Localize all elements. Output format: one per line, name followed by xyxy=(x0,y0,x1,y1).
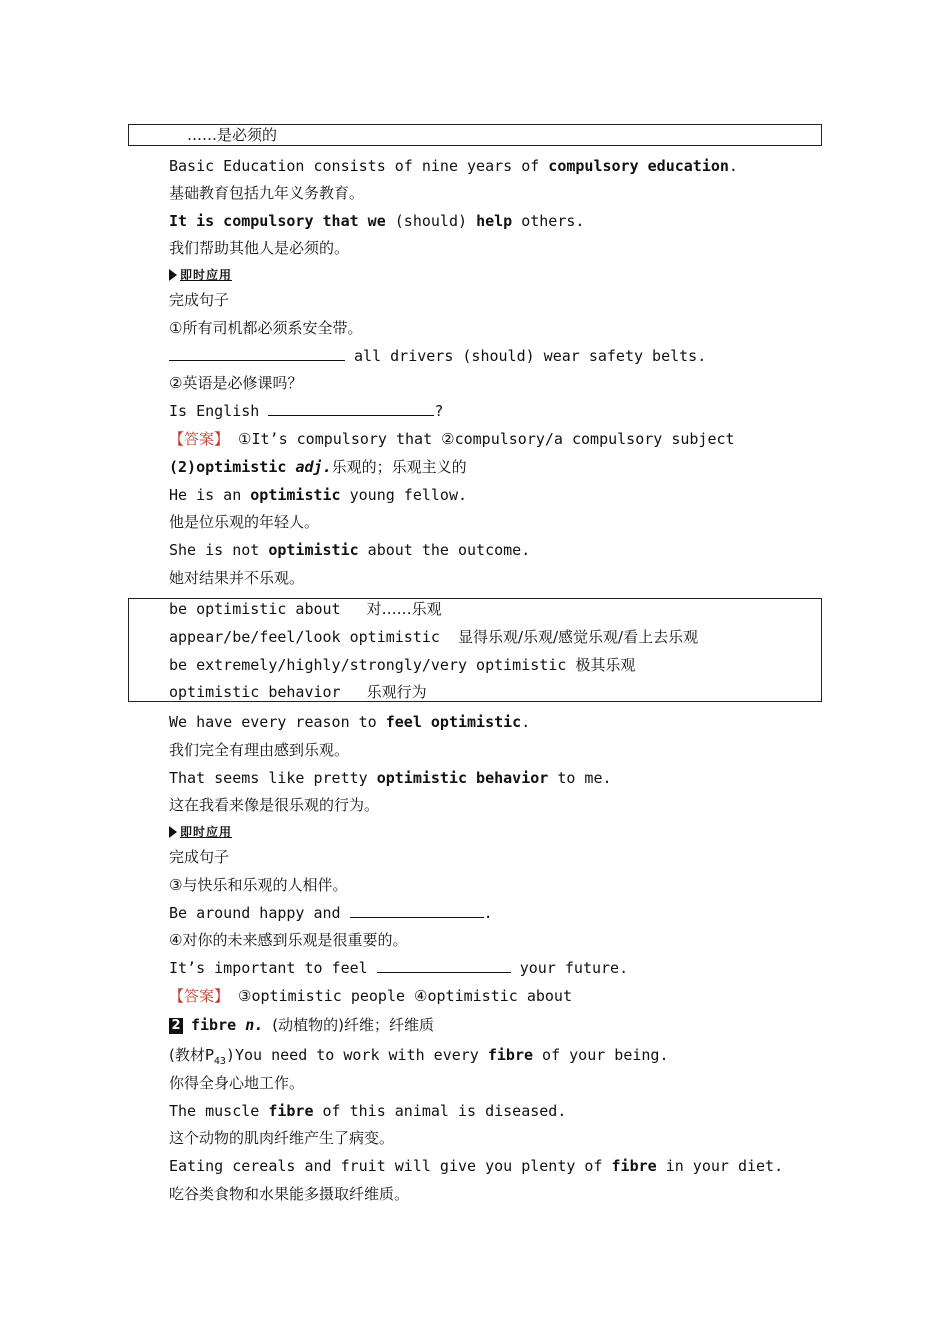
question-zh: ②英语是必修课吗？ xyxy=(169,374,303,392)
question-zh: ④对你的未来感到乐观是很重要的。 xyxy=(169,931,408,949)
question-en: all drivers (should) wear safety belts. xyxy=(169,346,706,366)
example-line: The muscle fibre of this animal is diseased. xyxy=(169,1102,567,1120)
example-line: Eating cereals and fruit will give you plenty of fibre in your diet. xyxy=(169,1157,784,1175)
example-line: She is not optimistic about the outcome. xyxy=(169,541,531,559)
example-line: He is an optimistic young fellow. xyxy=(169,486,468,504)
item-number-badge: 2 xyxy=(169,1018,183,1034)
note-box-text: ……是必须的 xyxy=(187,126,278,144)
phrase-row: be extremely/highly/strongly/very optimistic 极其乐观 xyxy=(169,656,636,674)
exercise-title: 完成句子 xyxy=(169,848,230,866)
question-en: It’s important to feel your future. xyxy=(169,959,629,977)
answer-blank[interactable] xyxy=(268,401,434,416)
practice-tag: 即时应用 xyxy=(169,267,232,283)
triangle-icon xyxy=(169,269,177,281)
question-zh: ③与快乐和乐观的人相伴。 xyxy=(169,876,348,894)
translation-line: 我们完全有理由感到乐观。 xyxy=(169,741,350,759)
question-zh: ①所有司机都必须系安全带。 xyxy=(169,319,363,337)
example-line: Basic Education consists of nine years of compulsory education. xyxy=(169,157,738,175)
practice-tag: 即时应用 xyxy=(169,824,232,840)
answer-blank[interactable] xyxy=(169,346,345,361)
translation-line: 这个动物的肌肉纤维产生了病变。 xyxy=(169,1129,395,1147)
word-heading: 2 fibre n. (动植物的)纤维；纤维质 xyxy=(169,1015,434,1035)
phrase-row: optimistic behavior 乐观行为 xyxy=(169,683,427,701)
exercise-title: 完成句子 xyxy=(169,291,230,309)
word-heading: (2)optimistic adj.乐观的；乐观主义的 xyxy=(169,458,467,476)
question-en: Is English ? xyxy=(169,402,444,420)
question-en: Be around happy and . xyxy=(169,904,493,922)
example-line: It is compulsory that we (should) help others. xyxy=(169,212,585,230)
phrase-row: be optimistic about 对……乐观 xyxy=(169,600,442,618)
translation-line: 基础教育包括九年义务教育。 xyxy=(169,184,365,202)
translation-line: 她对结果并不乐观。 xyxy=(169,569,305,587)
answer-blank[interactable] xyxy=(350,903,484,918)
example-line: We have every reason to feel optimistic. xyxy=(169,713,531,731)
translation-line: 他是位乐观的年轻人。 xyxy=(169,513,320,531)
answer-blank[interactable] xyxy=(377,958,511,973)
example-line: That seems like pretty optimistic behavior to me. xyxy=(169,769,612,787)
answer-line: 【答案】 ①It’s compulsory that ②compulsory/a compulsory subject xyxy=(169,430,735,448)
phrase-row: appear/be/feel/look optimistic 显得乐观/乐观/感觉乐观/看上去乐观 xyxy=(169,628,699,646)
translation-line: 吃谷类食物和水果能多摄取纤维质。 xyxy=(169,1185,410,1203)
translation-line: 这在我看来像是很乐观的行为。 xyxy=(169,796,380,814)
example-line: (教材$P_{43})You$ need to work with every fibre of your being. xyxy=(169,1046,669,1067)
translation-line: 你得全身心地工作。 xyxy=(169,1074,305,1092)
triangle-icon xyxy=(169,826,177,838)
translation-line: 我们帮助其他人是必须的。 xyxy=(169,239,350,257)
answer-line: 【答案】 ③optimistic people ④optimistic about xyxy=(169,987,572,1005)
